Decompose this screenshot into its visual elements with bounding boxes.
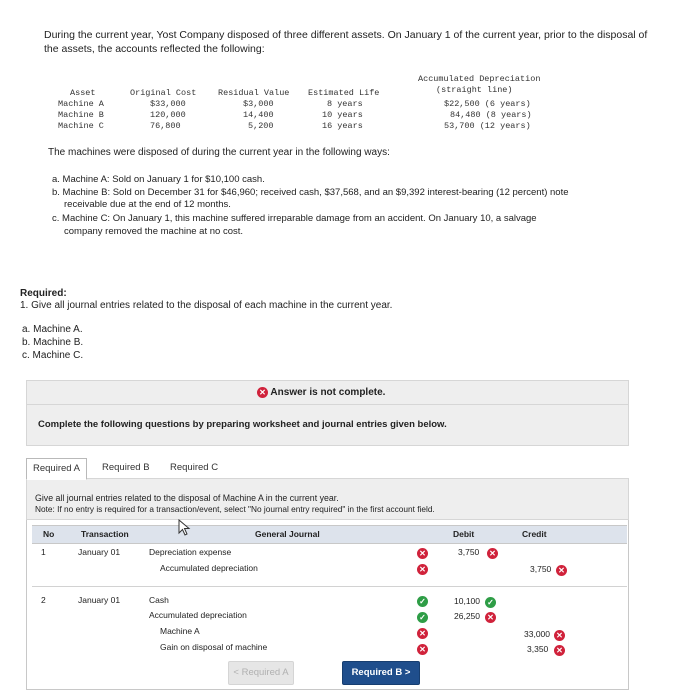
required-heading: Required: [20,288,67,299]
incorrect-icon: ✕ [417,628,428,639]
journal-col-account: General Journal [255,529,320,539]
incorrect-icon: ✕ [417,548,428,559]
tab-instruction-line1: Give all journal entries related to the disposal of Machine A in the current year. [35,493,339,503]
mouse-cursor-icon [178,519,194,537]
accum-dep-header: Accumulated Depreciation [418,74,541,84]
correct-icon: ✓ [417,596,428,607]
asset-row-b-life: 10 years [322,110,363,120]
entry-2-credit-4[interactable]: 3,350 [527,644,549,654]
asset-row-a-life: 8 years [327,99,363,109]
disposal-c-line2: company removed the machine at no cost. [64,226,244,237]
disposal-intro: The machines were disposed of during the current year in the following ways: [48,147,390,158]
instructions-panel [26,404,629,446]
chevron-right-icon: > [402,667,411,678]
entry-1-account-1[interactable]: Depreciation expense [149,547,232,557]
entry-2-account-2[interactable]: Accumulated depreciation [149,610,247,620]
incorrect-icon: ✕ [556,565,567,576]
journal-col-credit: Credit [522,529,547,539]
life-col-header: Estimated Life [308,88,380,98]
tab-required-c[interactable]: Required C [170,462,219,473]
journal-col-debit: Debit [453,529,475,539]
incorrect-icon: ✕ [554,645,565,656]
asset-row-b-accum: 84,480 (8 years) [450,110,532,120]
incorrect-icon: ✕ [485,612,496,623]
correct-icon: ✓ [417,612,428,623]
asset-row-c-residual: 5,200 [248,121,274,131]
entry-2-credit-4-status [554,642,565,660]
next-required-button[interactable] [342,661,420,685]
asset-row-a-name: Machine A [58,99,104,109]
chevron-left-icon: < [233,667,242,678]
entry-2-account-1[interactable]: Cash [149,595,169,605]
incorrect-icon: ✕ [554,630,565,641]
incorrect-icon: ✕ [417,564,428,575]
required-item-a: a. Machine A. [22,324,83,335]
asset-row-b-cost: 120,000 [150,110,186,120]
prev-required-button[interactable] [228,661,294,685]
asset-row-a-residual: $3,000 [243,99,274,109]
asset-row-b-residual: 14,400 [243,110,274,120]
asset-row-c-cost: 76,800 [150,121,181,131]
cost-col-header: Original Cost [130,88,197,98]
required-item-c: c. Machine C. [22,350,84,361]
disposal-b-line2: receivable due at the end of 12 months. [64,199,231,210]
journal-col-transaction: Transaction [81,529,129,539]
asset-row-b-name: Machine B [58,110,104,120]
entry-2-debit-2-status [485,609,496,627]
next-required-label: Required B [351,667,403,678]
asset-row-c-life: 16 years [322,121,363,131]
entry-divider [32,586,627,587]
tab-instructions-panel [26,478,629,520]
accum-dep-subheader: (straight line) [436,85,513,95]
asset-row-a-accum: $22,500 (6 years) [444,99,531,109]
tab-instruction-note: Note: If no entry is required for a transaction/event, select "No journal entry required" in the first account field. [35,504,435,514]
disposal-a: a. Machine A: Sold on January 1 for $10,100 cash. [52,174,265,185]
disposal-c-line1: c. Machine C: On January 1, this machine suffered irreparable damage from an accident. On January 10, a salvage [52,213,537,224]
entry-2-credit-3[interactable]: 33,000 [524,629,550,639]
entry-1-debit-1-status [487,545,498,563]
entry-1-account-2[interactable]: Accumulated depreciation [160,563,258,573]
problem-intro: During the current year, Yost Company disposed of three different assets. On January 1 of the current year, prior to the disposal of the assets, the accounts reflected the following: [44,29,648,55]
asset-col-header: Asset [70,88,96,98]
entry-2-account-4[interactable]: Gain on disposal of machine [160,642,268,652]
required-question-1: 1. Give all journal entries related to the disposal of each machine in the current year. [20,300,393,311]
disposal-b-line1: b. Machine B: Sold on December 31 for $46,960; received cash, $37,568, and an $9,392 interest-bearing (12 percent) note [52,187,569,198]
journal-col-no: No [43,529,55,539]
tab-required-a[interactable]: Required A [26,458,87,480]
incorrect-icon: ✕ [487,548,498,559]
required-item-b: b. Machine B. [22,337,84,348]
tab-required-b[interactable]: Required B [102,462,150,473]
entry-2-account-3[interactable]: Machine A [160,626,200,636]
asset-row-c-name: Machine C [58,121,104,131]
incorrect-icon: ✕ [417,644,428,655]
incorrect-icon: ✕ [257,387,268,398]
entry-1-credit-2[interactable]: 3,750 [530,564,552,574]
asset-row-c-accum: 53,700 (12 years) [444,121,531,131]
instructions-text: Complete the following questions by preparing worksheet and journal entries given below. [38,419,447,430]
entry-2-debit-1[interactable]: 10,100 [454,596,480,606]
asset-row-a-cost: $33,000 [150,99,186,109]
entry-2-date[interactable]: January 01 [78,595,121,605]
entry-2-line-4-status [417,641,428,659]
entry-1-line-2-status [417,561,428,579]
residual-col-header: Residual Value [218,88,290,98]
entry-1-debit-1[interactable]: 3,750 [458,547,480,557]
entry-2-debit-2[interactable]: 26,250 [454,611,480,621]
entry-1-date[interactable]: January 01 [78,547,121,557]
prev-required-label: Required A [241,667,289,678]
entry-1-credit-2-status [556,562,567,580]
entry-1-number: 1 [41,547,46,557]
entry-2-number: 2 [41,595,46,605]
correct-icon: ✓ [485,597,496,608]
answer-status-banner [26,380,629,406]
answer-status-text: Answer is not complete. [270,387,386,399]
